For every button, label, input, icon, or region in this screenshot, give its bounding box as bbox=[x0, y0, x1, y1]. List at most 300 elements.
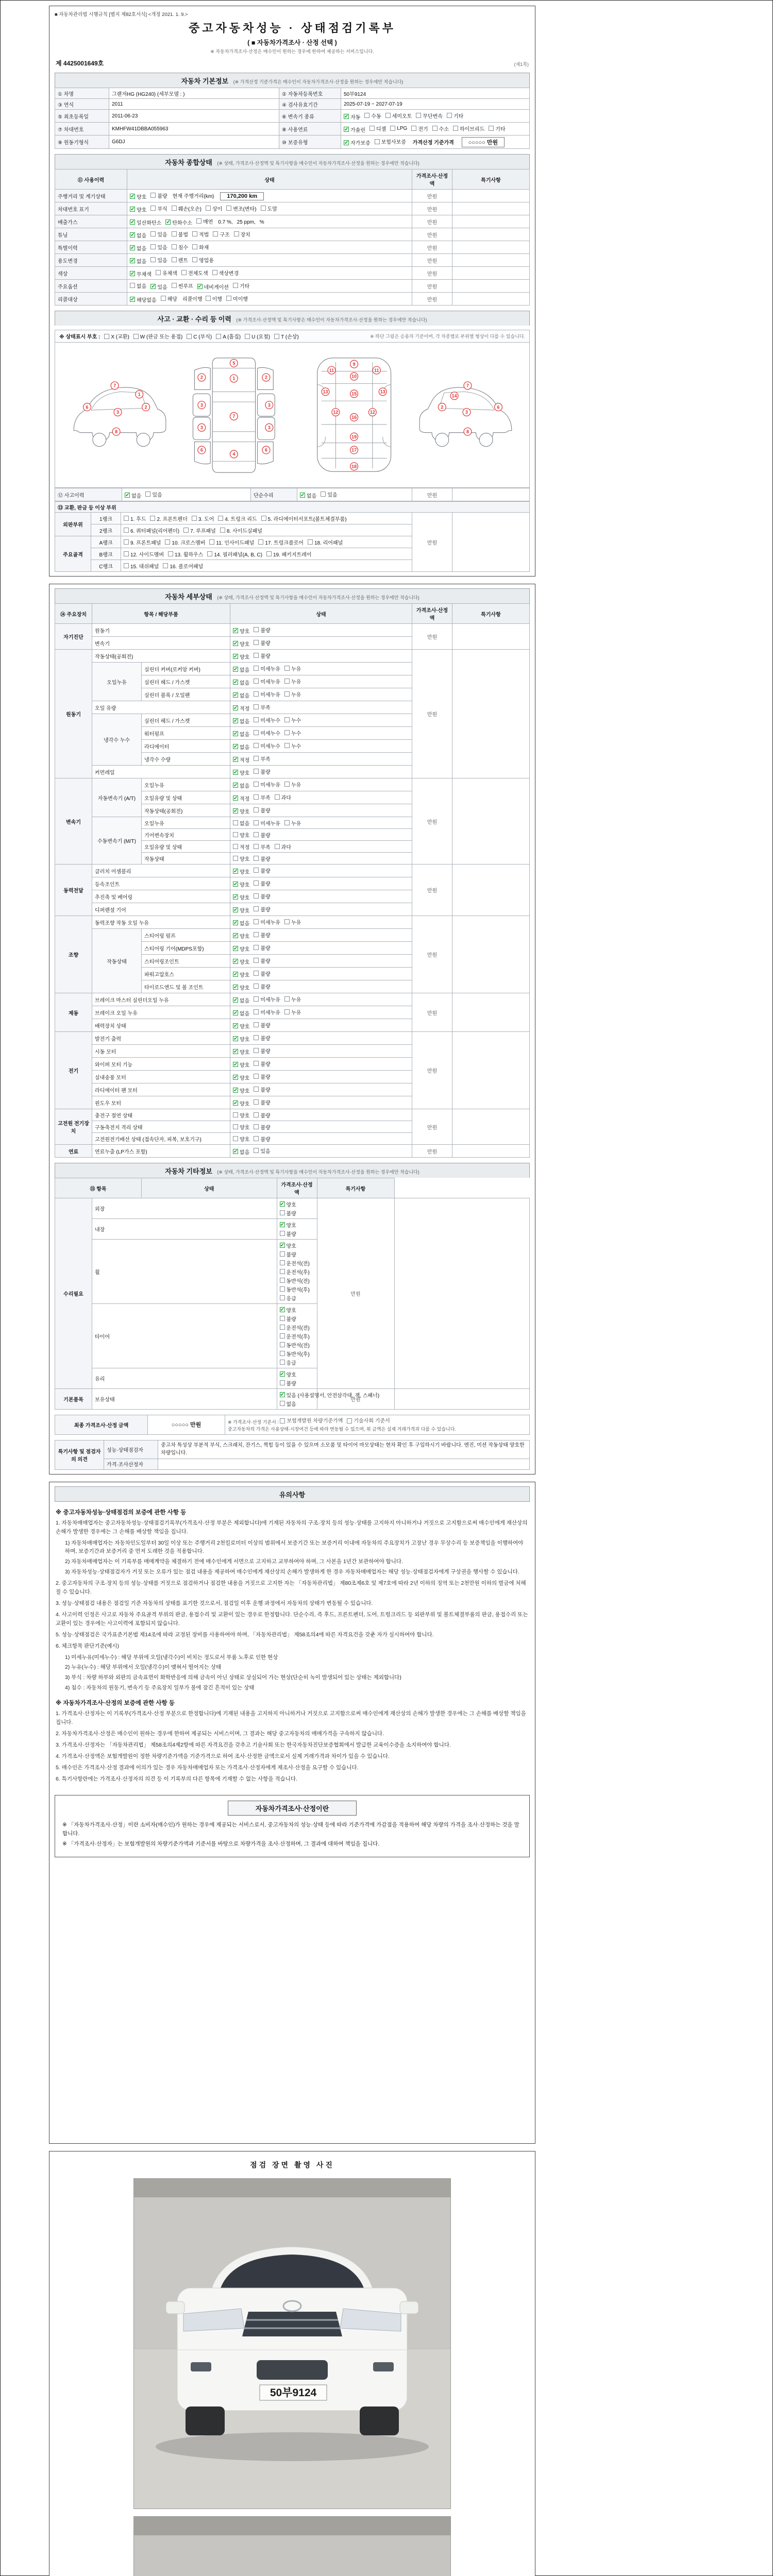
checkbox-미이행[interactable] bbox=[226, 295, 248, 302]
checkbox-기타[interactable] bbox=[233, 282, 249, 290]
checkbox-기타[interactable] bbox=[447, 112, 463, 120]
checkbox-네비게이션[interactable] bbox=[197, 283, 229, 291]
accident-history-table bbox=[55, 488, 530, 501]
checkbox-있음[interactable] bbox=[254, 1147, 270, 1155]
checkbox-미세누유[interactable] bbox=[254, 781, 280, 788]
checkbox-미세누유[interactable] bbox=[254, 665, 280, 672]
checkbox-양호[interactable] bbox=[233, 831, 249, 839]
checkbox-양호[interactable] bbox=[280, 1242, 296, 1249]
icell: 유리 bbox=[92, 1368, 277, 1389]
checkbox-전기[interactable] bbox=[411, 125, 428, 132]
ncell bbox=[452, 650, 530, 778]
checkbox-없음[interactable] bbox=[233, 1009, 249, 1017]
checkbox-누수[interactable] bbox=[284, 716, 301, 724]
checkbox-box-icon bbox=[254, 679, 259, 684]
checkbox-해당[interactable] bbox=[161, 295, 177, 302]
checkbox-매연[interactable] bbox=[196, 217, 213, 225]
checkbox-14. 필러패널(A, B, C)[interactable] bbox=[207, 550, 262, 558]
checkbox-불량[interactable] bbox=[254, 892, 270, 900]
checkbox-일산화탄소[interactable] bbox=[130, 218, 161, 226]
checkbox-1. 후드[interactable] bbox=[124, 515, 146, 522]
checkbox-세미오토[interactable] bbox=[385, 112, 412, 120]
checkbox-불량[interactable] bbox=[280, 1315, 296, 1323]
ncell bbox=[452, 254, 530, 267]
checkbox-누유[interactable] bbox=[284, 781, 301, 788]
checkbox-불량[interactable] bbox=[254, 1073, 270, 1080]
icell: 연료누출 (LP가스 포함) bbox=[92, 1145, 230, 1158]
checkbox-불량[interactable] bbox=[254, 879, 270, 887]
checkbox-16. 플로어패널[interactable] bbox=[163, 562, 203, 570]
checkbox-보험사보증[interactable] bbox=[375, 138, 406, 145]
checkbox-양호[interactable] bbox=[233, 807, 249, 815]
lb: 용도변경 bbox=[55, 254, 127, 267]
checkbox-양호[interactable] bbox=[233, 932, 249, 940]
notice-line: 1. 가격조사·산정자는 이 기록부(가격조사·산정 부분으로 한정합니다)에 기재된 내용을 고지하지 아니하거나 거짓으로 고지함으로써 매수인에게 재산상의 손해가 발생한 경우에는 그 손해를 배상할 책임을 집니다. bbox=[56, 1710, 526, 1725]
checkbox-기타[interactable] bbox=[489, 125, 505, 132]
checkbox-적정[interactable] bbox=[233, 756, 249, 764]
checkbox-가솔린[interactable] bbox=[344, 126, 365, 133]
checkbox-양호[interactable] bbox=[130, 193, 146, 200]
checkbox-불량[interactable] bbox=[254, 905, 270, 913]
checkbox-양호[interactable] bbox=[233, 1061, 249, 1069]
checkbox-6. 쿼터패널(리어펜더)[interactable] bbox=[124, 527, 179, 534]
basic-info-table bbox=[55, 88, 530, 149]
checkbox-응급[interactable] bbox=[280, 1294, 296, 1302]
checkbox-box-icon bbox=[284, 743, 290, 748]
stcell2 bbox=[230, 1006, 412, 1019]
checkbox-하이브리드[interactable] bbox=[453, 125, 484, 132]
checkbox-T (손상)[interactable] bbox=[274, 332, 299, 340]
checkbox-누유[interactable] bbox=[284, 918, 301, 926]
checkbox-색상변경[interactable] bbox=[212, 269, 239, 277]
checkbox-양호[interactable] bbox=[233, 769, 249, 776]
checkbox-적정[interactable] bbox=[233, 843, 249, 851]
checkbox-동반석(전)[interactable] bbox=[280, 1277, 310, 1284]
checkbox-수동[interactable] bbox=[364, 112, 381, 120]
checkbox-불량[interactable] bbox=[280, 1209, 296, 1217]
part-marker-number: 11 bbox=[374, 367, 379, 373]
overall-status-table bbox=[55, 169, 530, 306]
checkbox-box-icon bbox=[254, 704, 259, 709]
checkbox-기술사회 기준서[interactable] bbox=[347, 1417, 390, 1425]
checkbox-label: 변조(변타) bbox=[233, 206, 257, 212]
checkbox-18. 리어패널[interactable] bbox=[308, 538, 343, 546]
final-price-note-text: 중고자동차의 가격은 사용상태·시장여건 등에 따라 변동될 수 있으며, 위 금액은 실제 거래가격과 다를 수 있습니다. bbox=[228, 1426, 456, 1432]
lb: 리콜대상 bbox=[55, 293, 127, 306]
checkbox-label: 19. 패키지트레이 bbox=[273, 552, 312, 558]
final-price-basis-checkgroup bbox=[280, 1419, 394, 1425]
checkbox-양호[interactable] bbox=[233, 893, 249, 901]
checkbox-누유[interactable] bbox=[284, 665, 301, 672]
checkbox-checked-icon: ✔ bbox=[151, 284, 156, 290]
checkbox-동반석(후)[interactable] bbox=[280, 1285, 310, 1293]
checkbox-불량[interactable] bbox=[254, 970, 270, 977]
checkbox-미세누유[interactable] bbox=[254, 677, 280, 685]
checkbox-label: 불량 bbox=[260, 881, 271, 887]
checkbox-19. 패키지트레이[interactable] bbox=[266, 550, 312, 558]
checkbox-없음[interactable] bbox=[280, 1400, 296, 1408]
checkbox-15. 대쉬패널[interactable] bbox=[124, 562, 159, 570]
checkbox-box-icon bbox=[254, 1009, 259, 1014]
checkbox-label: 운전석(전) bbox=[286, 1261, 310, 1267]
field-label: ⑥ 변속기 종류 bbox=[279, 110, 341, 123]
ncell bbox=[452, 624, 530, 650]
checkbox-checked-icon: ✔ bbox=[233, 1062, 238, 1067]
checkbox-양호[interactable] bbox=[233, 906, 249, 914]
checkbox-누유[interactable] bbox=[284, 819, 301, 827]
checkbox-양호[interactable] bbox=[233, 653, 249, 660]
checkbox-양호[interactable] bbox=[280, 1370, 296, 1378]
checkbox-box-icon bbox=[254, 1022, 259, 1027]
checkbox-불량[interactable] bbox=[254, 1123, 270, 1131]
wheel bbox=[93, 433, 106, 447]
infobox-body bbox=[62, 1821, 522, 1849]
checkbox-10. 크로스멤버[interactable] bbox=[165, 538, 205, 546]
checkbox-label: 색상변경 bbox=[219, 270, 239, 277]
checkbox-양호[interactable] bbox=[233, 1111, 249, 1119]
checkbox-없음[interactable] bbox=[233, 717, 249, 725]
checkbox-없음[interactable] bbox=[130, 231, 146, 239]
checkbox-양호[interactable] bbox=[233, 627, 249, 635]
checkbox-label: 장치 bbox=[240, 232, 250, 238]
checkbox-미세누유[interactable] bbox=[254, 995, 280, 1003]
checkbox-양호[interactable] bbox=[233, 1135, 249, 1143]
checkbox-불량[interactable] bbox=[254, 1111, 270, 1119]
checkbox-양호[interactable] bbox=[233, 1099, 249, 1107]
checkbox-양호[interactable] bbox=[233, 971, 249, 978]
checkbox-있음[interactable] bbox=[145, 490, 162, 498]
checkbox-수소[interactable] bbox=[432, 125, 449, 132]
checkbox-label: 불량 bbox=[260, 1023, 271, 1029]
checkbox-불량[interactable] bbox=[150, 192, 167, 199]
checkbox-없음[interactable] bbox=[125, 492, 141, 499]
checkbox-없음[interactable] bbox=[233, 730, 249, 738]
checkbox-불량[interactable] bbox=[254, 831, 270, 839]
checkbox-양호[interactable] bbox=[233, 1048, 249, 1056]
scell: 2랭크 bbox=[91, 524, 121, 536]
checkbox-없음[interactable] bbox=[233, 679, 249, 686]
checkbox-label: 3. 도어 bbox=[198, 516, 214, 522]
checkbox-U (요철)[interactable] bbox=[245, 332, 270, 340]
checkbox-운전석(전)[interactable] bbox=[280, 1259, 310, 1267]
checkbox-미세누수[interactable] bbox=[254, 742, 280, 750]
column-header: 특기사항 bbox=[452, 170, 530, 190]
checkbox-자동[interactable] bbox=[344, 113, 360, 121]
checkbox-box-icon bbox=[245, 334, 250, 339]
checkbox-box-icon bbox=[432, 126, 438, 131]
checkbox-유채색[interactable] bbox=[156, 269, 177, 277]
checkbox-없음[interactable] bbox=[233, 1148, 249, 1156]
checkbox-훼손(오손)[interactable] bbox=[172, 205, 201, 212]
checkbox-누수[interactable] bbox=[284, 742, 301, 750]
checkbox-불량[interactable] bbox=[254, 1098, 270, 1106]
check-group bbox=[213, 232, 255, 238]
checkbox-자가보증[interactable] bbox=[344, 139, 371, 146]
icell: 와이퍼 모터 기능 bbox=[92, 1058, 230, 1071]
checkbox-과다[interactable] bbox=[275, 793, 291, 801]
pcell: 만원 bbox=[412, 865, 452, 916]
checkbox-무단변속[interactable] bbox=[416, 112, 443, 120]
checkbox-양호[interactable] bbox=[280, 1221, 296, 1229]
checkbox-없음[interactable] bbox=[233, 743, 249, 751]
column-header: 가격조사·산정액 bbox=[412, 170, 452, 190]
checkbox-box-icon bbox=[390, 126, 395, 131]
checkbox-checked-icon: ✔ bbox=[233, 882, 238, 887]
checkbox-불량[interactable] bbox=[254, 855, 270, 862]
icell: 실린더 커버(로커암 커버) bbox=[142, 663, 230, 675]
pcell: 만원 bbox=[412, 650, 452, 778]
checkbox-box-icon bbox=[369, 126, 375, 131]
pcell: 만원 bbox=[412, 228, 452, 241]
checkbox-불량[interactable] bbox=[254, 867, 270, 874]
checkbox-불량[interactable] bbox=[254, 626, 270, 634]
icell: 원동기 bbox=[92, 624, 230, 637]
checkbox-box-icon bbox=[124, 528, 129, 533]
checkbox-미세누유[interactable] bbox=[254, 819, 280, 827]
checkbox-label: 불량 bbox=[157, 193, 167, 199]
checkbox-도말[interactable] bbox=[261, 205, 277, 212]
checkbox-5. 라디에이터서포트(볼트체결부품)[interactable] bbox=[261, 515, 347, 522]
checkbox-불량[interactable] bbox=[254, 1135, 270, 1143]
table-row bbox=[55, 1415, 530, 1435]
checkbox-운전석(후)[interactable] bbox=[280, 1268, 310, 1276]
checkbox-label: 없음 bbox=[240, 1011, 250, 1017]
checkbox-3. 도어[interactable] bbox=[192, 515, 214, 522]
checkbox-label: 불량 bbox=[286, 1316, 296, 1323]
checkbox-C (부식)[interactable] bbox=[187, 332, 212, 340]
checkbox-label: 침수 bbox=[178, 245, 188, 251]
checkbox-동반석(전)[interactable] bbox=[280, 1341, 310, 1349]
checkbox-checked-icon: ✔ bbox=[233, 997, 238, 1003]
checkbox-없음[interactable] bbox=[233, 819, 249, 827]
checkbox-있음[interactable] bbox=[150, 243, 167, 251]
remarks-label: 특기사항 및 점검자의 의견 bbox=[55, 1440, 104, 1469]
checkbox-미세누수[interactable] bbox=[254, 716, 280, 724]
checkbox-양호[interactable] bbox=[280, 1200, 296, 1208]
checkbox-양호[interactable] bbox=[130, 206, 146, 213]
checkbox-미세누유[interactable] bbox=[254, 690, 280, 698]
checkbox-label: 불량 bbox=[260, 833, 271, 839]
checkbox-불법[interactable] bbox=[172, 230, 188, 238]
checkbox-box-icon bbox=[150, 257, 156, 262]
checkbox-box-icon bbox=[150, 193, 156, 198]
checkbox-2. 프론트펜더[interactable] bbox=[150, 515, 187, 522]
checkbox-영업용[interactable] bbox=[192, 256, 214, 264]
checkbox-label: 양호 bbox=[286, 1372, 296, 1378]
checkbox-양호[interactable] bbox=[233, 984, 249, 991]
checkbox-있음[interactable] bbox=[150, 283, 167, 291]
part-marker-number: 7 bbox=[232, 414, 236, 419]
other-info-table bbox=[55, 1178, 530, 1410]
checkbox-없음[interactable] bbox=[233, 691, 249, 699]
checkbox-불량[interactable] bbox=[254, 1047, 270, 1055]
checkbox-부족[interactable] bbox=[254, 703, 270, 711]
checkbox-8. 사이드실패널[interactable] bbox=[220, 527, 262, 534]
checkbox-양호[interactable] bbox=[233, 868, 249, 875]
checkbox-전체도색[interactable] bbox=[181, 269, 208, 277]
checkbox-12. 사이드멤버[interactable] bbox=[124, 550, 164, 558]
checkbox-보험개발원 차량기준가액[interactable] bbox=[280, 1417, 343, 1425]
checkbox-양호[interactable] bbox=[233, 880, 249, 888]
table-header-row bbox=[55, 1178, 530, 1198]
checkbox-label: 17. 트렁크플로어 bbox=[265, 540, 304, 546]
part-marker-number: 12 bbox=[369, 410, 375, 415]
checkbox-양호[interactable] bbox=[233, 1123, 249, 1131]
checkbox-label: 동반석(후) bbox=[286, 1287, 310, 1293]
checkbox-무채색[interactable] bbox=[130, 270, 152, 278]
checkbox-있음[interactable] bbox=[150, 230, 167, 238]
checkbox-checked-icon: ✔ bbox=[233, 692, 238, 698]
checkbox-W (판금 또는 용접)[interactable] bbox=[133, 332, 182, 340]
checkbox-label: 양호 bbox=[240, 1088, 250, 1094]
checkbox-없음[interactable] bbox=[130, 282, 146, 290]
checkbox-양호[interactable] bbox=[233, 1022, 249, 1030]
checkbox-없음[interactable] bbox=[233, 919, 249, 927]
gcell: 원동기 bbox=[55, 650, 92, 778]
checkbox-불량[interactable] bbox=[254, 652, 270, 659]
checkbox-미세누수[interactable] bbox=[254, 729, 280, 737]
checkbox-A (흠집)[interactable] bbox=[216, 332, 241, 340]
checkbox-LPG[interactable] bbox=[390, 126, 407, 131]
checkbox-불량[interactable] bbox=[280, 1379, 296, 1387]
checkbox-렌트[interactable] bbox=[172, 256, 188, 264]
icell: 등속조인트 bbox=[92, 877, 230, 890]
checkbox-양호[interactable] bbox=[233, 945, 249, 953]
checkbox-label: 양호 bbox=[240, 1049, 250, 1056]
checkbox-있음[interactable] bbox=[321, 490, 337, 498]
checkbox-양호[interactable] bbox=[280, 1306, 296, 1314]
checkbox-label: 불량 bbox=[260, 1100, 271, 1106]
checkbox-양호[interactable] bbox=[233, 855, 249, 862]
checkbox-불량[interactable] bbox=[254, 1086, 270, 1093]
checkbox-적정[interactable] bbox=[233, 704, 249, 712]
checkbox-checked-icon: ✔ bbox=[233, 705, 238, 711]
pcell: 만원 bbox=[412, 513, 452, 572]
overall-status-header bbox=[55, 154, 530, 169]
checkbox-없음[interactable] bbox=[300, 492, 316, 499]
table-row bbox=[55, 280, 530, 293]
checkbox-없음[interactable] bbox=[233, 782, 249, 789]
checkbox-box-icon bbox=[254, 856, 259, 861]
checkbox-과다[interactable] bbox=[275, 843, 291, 851]
checkbox-17. 트렁크플로어[interactable] bbox=[258, 538, 304, 546]
checkbox-없음[interactable] bbox=[233, 996, 249, 1004]
checkbox-누수[interactable] bbox=[284, 729, 301, 737]
checkbox-4. 트렁크 리드[interactable] bbox=[218, 515, 257, 522]
checkbox-미세누유[interactable] bbox=[254, 918, 280, 926]
checkbox-불량[interactable] bbox=[280, 1250, 296, 1258]
checkbox-미세누유[interactable] bbox=[254, 1008, 280, 1016]
checkbox-없음[interactable] bbox=[130, 257, 146, 265]
checkbox-없음[interactable] bbox=[233, 666, 249, 673]
checkbox-구조[interactable] bbox=[213, 230, 229, 238]
checkbox-변조(변타)[interactable] bbox=[226, 205, 256, 212]
checkbox-label: 수동 bbox=[371, 113, 381, 120]
checkbox-불량[interactable] bbox=[254, 806, 270, 814]
checkbox-불량[interactable] bbox=[254, 639, 270, 647]
checkbox-썬루프[interactable] bbox=[172, 282, 193, 290]
checkbox-양호[interactable] bbox=[233, 1074, 249, 1081]
checkbox-label: 불량 bbox=[260, 640, 271, 647]
check-group bbox=[130, 297, 181, 302]
checkbox-checked-icon: ✔ bbox=[233, 1075, 238, 1080]
checkbox-양호[interactable] bbox=[233, 640, 249, 648]
checkbox-적법[interactable] bbox=[192, 230, 209, 238]
checkbox-불량[interactable] bbox=[254, 957, 270, 964]
pcell: 만원 bbox=[412, 293, 452, 306]
checkbox-box-icon bbox=[280, 1401, 285, 1406]
checkbox-동반석(후)[interactable] bbox=[280, 1350, 310, 1358]
checkbox-화재[interactable] bbox=[192, 243, 209, 251]
checkbox-상이[interactable] bbox=[206, 205, 222, 212]
icell: 스티어링 펌프 bbox=[142, 929, 230, 942]
checkbox-불량[interactable] bbox=[254, 768, 270, 775]
checkbox-없음[interactable] bbox=[130, 244, 146, 252]
notice-line: 2. 자동차가격조사·산정은 매수인이 원하는 경우에 한하여 제공되는 서비스이며, 그 결과는 해당 중고자동차의 매매가격을 구속하지 않습니다. bbox=[56, 1730, 384, 1737]
checkbox-운전석(전)[interactable] bbox=[280, 1324, 310, 1331]
checkbox-양호[interactable] bbox=[233, 1035, 249, 1043]
checkbox-box-icon bbox=[254, 906, 259, 911]
checkbox-checked-icon: ✔ bbox=[233, 628, 238, 634]
checkbox-불량[interactable] bbox=[254, 931, 270, 939]
checkbox-적정[interactable] bbox=[233, 794, 249, 802]
checkbox-누유[interactable] bbox=[284, 690, 301, 698]
checkbox-부족[interactable] bbox=[254, 755, 270, 762]
checkbox-11. 인사이드패널[interactable] bbox=[209, 538, 254, 546]
checkbox-있음 (사용설명서, 안전삼각대, 잭, 스패너)[interactable] bbox=[280, 1391, 380, 1399]
checkbox-box-icon bbox=[233, 1124, 238, 1129]
checkbox-checked-icon: ✔ bbox=[233, 744, 238, 750]
checkbox-부식[interactable] bbox=[150, 205, 167, 212]
checkbox-있음[interactable] bbox=[150, 256, 167, 264]
checkbox-불량[interactable] bbox=[254, 1021, 270, 1029]
checkbox-label: 부식 bbox=[157, 206, 167, 212]
checkbox-label: 10. 크로스멤버 bbox=[172, 540, 206, 546]
checkbox-불량[interactable] bbox=[254, 1034, 270, 1042]
checkbox-7. 루프패널[interactable] bbox=[183, 527, 216, 534]
checkbox-label: 양호 bbox=[240, 882, 250, 888]
checkbox-누유[interactable] bbox=[284, 677, 301, 685]
part-marker-number: 13 bbox=[323, 389, 328, 395]
checkbox-누유[interactable] bbox=[284, 1008, 301, 1016]
ncell bbox=[452, 215, 530, 228]
checkbox-침수[interactable] bbox=[172, 243, 188, 251]
checkbox-부족[interactable] bbox=[254, 793, 270, 801]
checkbox-불량[interactable] bbox=[280, 1230, 296, 1238]
checkbox-9. 프론트패널[interactable] bbox=[124, 538, 161, 546]
notice-heading: ※ 중고자동차성능·상태점검의 보증에 관한 사항 등 bbox=[56, 1509, 187, 1516]
check-group bbox=[130, 245, 172, 251]
checkbox-누유[interactable] bbox=[284, 995, 301, 1003]
checkbox-불량[interactable] bbox=[254, 944, 270, 952]
checkbox-checked-icon: ✔ bbox=[197, 284, 203, 290]
checkbox-양호[interactable] bbox=[233, 1087, 249, 1094]
checkbox-응급[interactable] bbox=[280, 1359, 296, 1366]
checkbox-box-icon bbox=[385, 113, 391, 118]
checkbox-13. 휠하우스[interactable] bbox=[168, 550, 203, 558]
checkbox-장치[interactable] bbox=[234, 230, 250, 238]
checkbox-해당없음[interactable] bbox=[130, 296, 157, 303]
checkbox-불량[interactable] bbox=[254, 1060, 270, 1067]
checkbox-탄화수소[interactable] bbox=[165, 218, 192, 226]
checkbox-운전석(후)[interactable] bbox=[280, 1332, 310, 1340]
checkbox-양호[interactable] bbox=[233, 958, 249, 965]
checkbox-X (교환)[interactable] bbox=[104, 332, 129, 340]
checkbox-불량[interactable] bbox=[254, 982, 270, 990]
checkbox-부족[interactable] bbox=[254, 843, 270, 851]
checkbox-이행[interactable] bbox=[206, 295, 222, 302]
checkbox-디젤[interactable] bbox=[369, 125, 386, 132]
